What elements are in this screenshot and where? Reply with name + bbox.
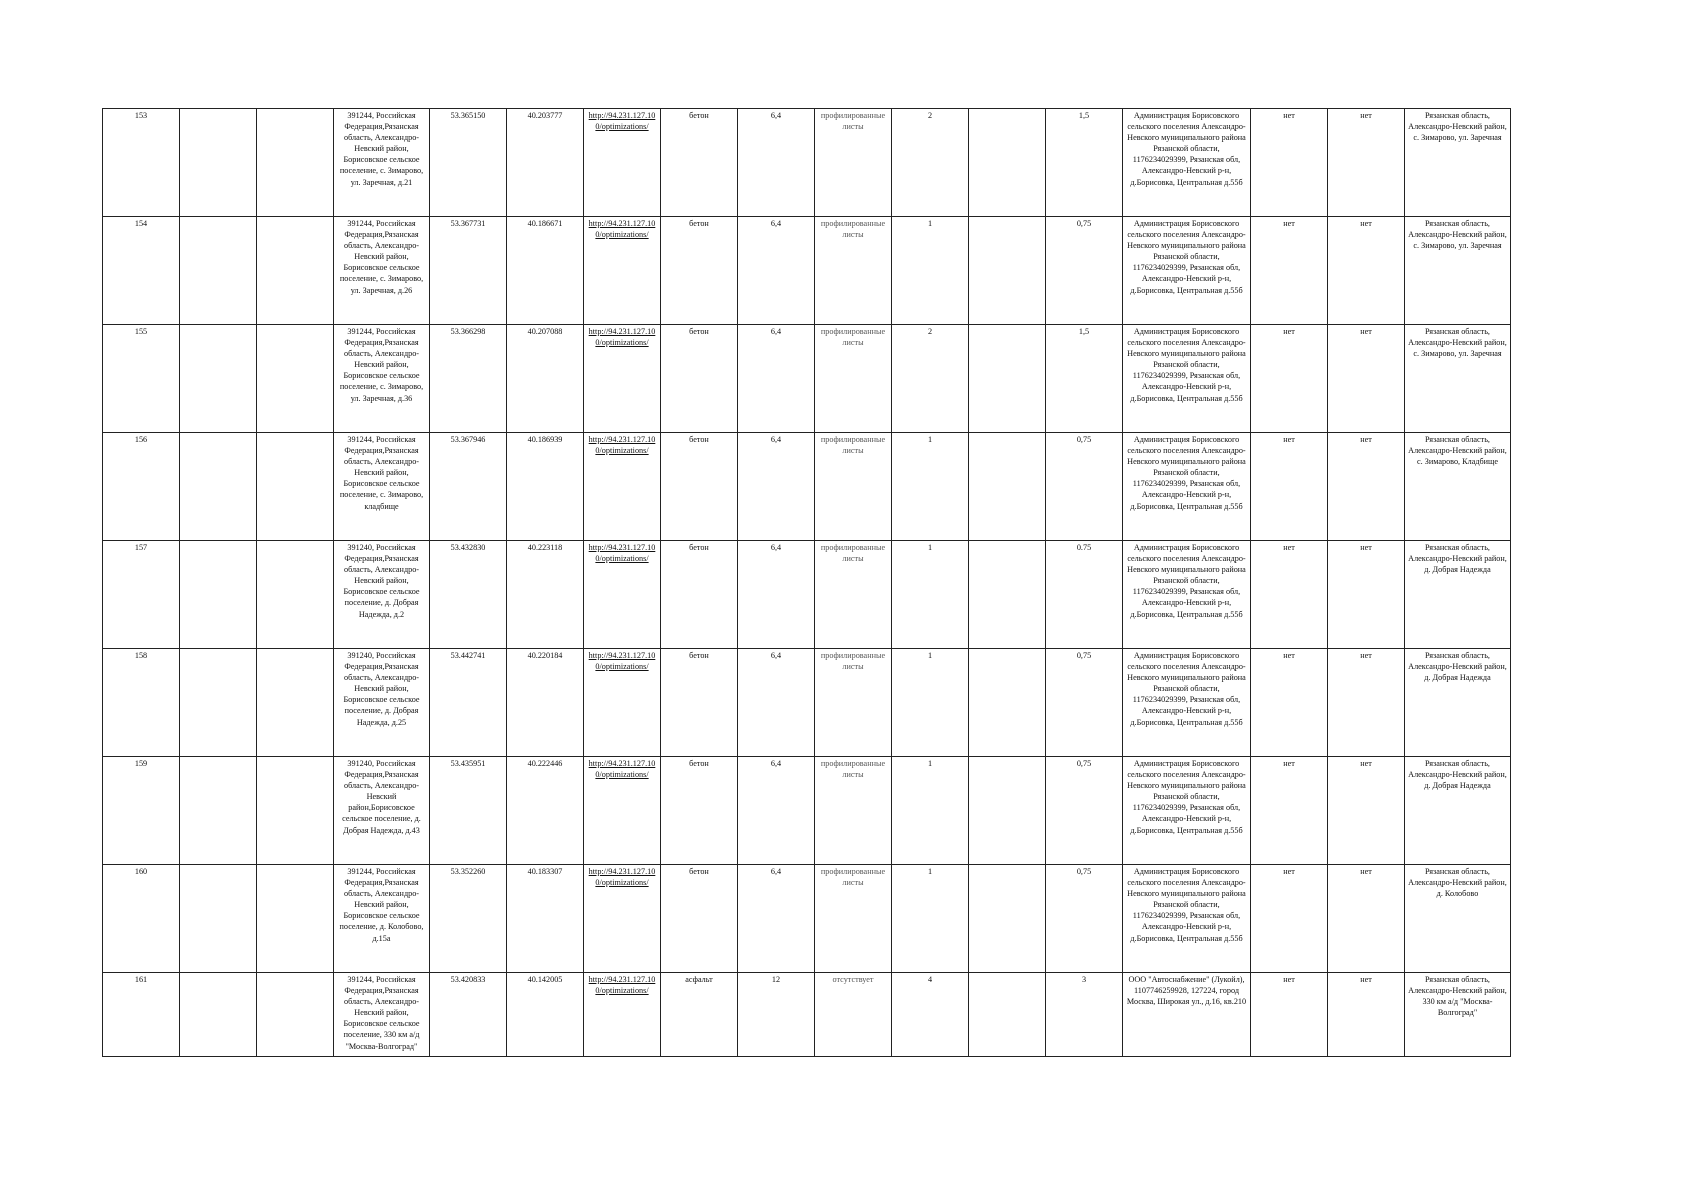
fence-cell: [815, 433, 892, 541]
flag-text: нет: [1360, 975, 1372, 984]
empty-cell: [969, 757, 1046, 865]
row-number-text: 153: [134, 111, 148, 120]
link-cell: [584, 109, 661, 217]
optimizations-link[interactable]: http://94.231.127.10 0/optimizations/: [588, 759, 656, 780]
row-number-cell: [103, 217, 180, 325]
latitude-text: 53.367946: [450, 435, 486, 444]
latitude-text: 53.367731: [450, 219, 486, 228]
surface-cell: [661, 649, 738, 757]
flag-cell: [1251, 109, 1328, 217]
fence-cell: [815, 649, 892, 757]
surface-cell: [661, 757, 738, 865]
flag-text: нет: [1360, 651, 1372, 660]
table-row: [103, 973, 1511, 1057]
flag-cell: [1328, 433, 1405, 541]
location-text: Рязанская область, Александро-Невский район, д. Колобово: [1408, 867, 1507, 899]
flag-cell: [1251, 865, 1328, 973]
container-count-text: 1: [927, 651, 933, 660]
area-text: 12: [771, 975, 781, 984]
row-number-cell: [103, 865, 180, 973]
address-cell: [334, 649, 430, 757]
fence-text: профилированные листы: [820, 759, 886, 780]
flag-cell: [1328, 865, 1405, 973]
location-cell: [1405, 865, 1511, 973]
row-number-cell: [103, 109, 180, 217]
longitude-text: 40.142005: [527, 975, 563, 984]
document-page: [102, 108, 1511, 1057]
empty-cell: [180, 649, 257, 757]
area-text: 6,4: [770, 111, 782, 120]
surface-text: бетон: [689, 435, 709, 444]
address-text: 391244, Российская Федерация,Рязанская область, Александро-Невский район, Борисовское сельское поселение, д. Колобово, д.15а: [339, 867, 424, 943]
row-number-cell: [103, 541, 180, 649]
empty-cell: [257, 757, 334, 865]
latitude-cell: [430, 541, 507, 649]
address-cell: [334, 433, 430, 541]
row-number-text: 156: [134, 435, 148, 444]
area-text: 6,4: [770, 543, 782, 552]
table-row: [103, 433, 1511, 541]
fence-cell: [815, 757, 892, 865]
flag-cell: [1251, 325, 1328, 433]
owner-text: ООО "Автоснабжение" (Лукойл), 1107746259928, 127224, город Москва, Широкая ул., д.16, кв.210: [1126, 975, 1247, 1007]
area-text: 6,4: [770, 219, 782, 228]
volume-cell: [1046, 649, 1123, 757]
flag-text: нет: [1283, 435, 1295, 444]
surface-text: бетон: [689, 327, 709, 336]
area-cell: [738, 973, 815, 1057]
row-number-text: 158: [134, 651, 148, 660]
fence-cell: [815, 217, 892, 325]
fence-text: профилированные листы: [820, 435, 886, 456]
row-number-cell: [103, 757, 180, 865]
empty-cell: [257, 649, 334, 757]
flag-text: нет: [1283, 111, 1295, 120]
link-cell: [584, 757, 661, 865]
location-cell: [1405, 757, 1511, 865]
table-row: [103, 541, 1511, 649]
latitude-text: 53.435951: [450, 759, 486, 768]
flag-text: нет: [1360, 219, 1372, 228]
volume-cell: [1046, 973, 1123, 1057]
empty-cell: [180, 433, 257, 541]
optimizations-link[interactable]: http://94.231.127.10 0/optimizations/: [588, 651, 656, 672]
location-cell: [1405, 541, 1511, 649]
location-cell: [1405, 217, 1511, 325]
address-text: 391244, Российская Федерация,Рязанская область, Александро-Невский район, Борисовское сельское поселение, с. Зимарово, ул. Заречная, д.21: [339, 111, 424, 187]
volume-cell: [1046, 217, 1123, 325]
location-text: Рязанская область, Александро-Невский район, 330 км а/д "Москва-Волгоград": [1408, 975, 1507, 1018]
fence-text: отсутствует: [832, 975, 874, 984]
owner-cell: [1123, 649, 1251, 757]
row-number-cell: [103, 649, 180, 757]
fence-text: профилированные листы: [820, 111, 886, 132]
longitude-text: 40.207088: [527, 327, 563, 336]
address-text: 391240, Российская Федерация,Рязанская область, Александро-Невский район,Борисовское сельское поселение, д. Добрая Надежда, д.43: [342, 759, 421, 835]
flag-cell: [1328, 973, 1405, 1057]
flag-text: нет: [1283, 867, 1295, 876]
surface-text: бетон: [689, 543, 709, 552]
row-number-text: 161: [134, 975, 148, 984]
area-text: 6,4: [770, 759, 782, 768]
empty-cell: [180, 541, 257, 649]
address-text: 391244, Российская Федерация,Рязанская область, Александро-Невский район, Борисовское сельское поселение, с. Зимарово, ул. Заречная, д.26: [339, 219, 424, 295]
flag-text: нет: [1283, 219, 1295, 228]
table-body: [103, 109, 1511, 1057]
latitude-cell: [430, 109, 507, 217]
longitude-text: 40.220184: [527, 651, 563, 660]
empty-cell: [969, 325, 1046, 433]
link-cell: [584, 217, 661, 325]
longitude-text: 40.223118: [527, 543, 563, 552]
row-number-text: 154: [134, 219, 148, 228]
surface-text: бетон: [689, 759, 709, 768]
surface-cell: [661, 973, 738, 1057]
optimizations-link[interactable]: http://94.231.127.10 0/optimizations/: [588, 327, 656, 348]
volume-text: 0,75: [1076, 867, 1092, 876]
owner-cell: [1123, 217, 1251, 325]
owner-text: Администрация Борисовского сельского поселения Александро-Невского муниципального района Рязанской области, 1176234029399, Рязанская обл, Александро-Невский р-н, д.Борисовка, Центральная д.55б: [1127, 543, 1246, 619]
address-text: 391244, Российская Федерация,Рязанская область, Александро-Невский район, Борисовское сельское поселение, с. Зимарово, ул. Заречная, д.36: [339, 327, 424, 403]
flag-text: нет: [1360, 759, 1372, 768]
row-number-cell: [103, 973, 180, 1057]
surface-text: бетон: [689, 651, 709, 660]
flag-text: нет: [1283, 759, 1295, 768]
fence-cell: [815, 973, 892, 1057]
empty-cell: [257, 973, 334, 1057]
link-cell: [584, 865, 661, 973]
empty-cell: [180, 325, 257, 433]
latitude-text: 53.442741: [450, 651, 486, 660]
latitude-cell: [430, 325, 507, 433]
address-text: 391240, Российская Федерация,Рязанская область, Александро-Невский район, Борисовское сельское поселение, д. Добрая Надежда, д.2: [343, 543, 420, 619]
flag-cell: [1328, 757, 1405, 865]
location-text: Рязанская область, Александро-Невский район, с. Зимарово, Кладбище: [1408, 435, 1507, 467]
flag-cell: [1251, 541, 1328, 649]
table-row: [103, 649, 1511, 757]
surface-text: бетон: [689, 219, 709, 228]
empty-cell: [969, 217, 1046, 325]
address-cell: [334, 865, 430, 973]
fence-text: профилированные листы: [820, 543, 886, 564]
owner-text: Администрация Борисовского сельского поселения Александро-Невского муниципального района Рязанской области, 1176234029399, Рязанская обл, Александро-Невский р-н, д.Борисовка, Центральная д.55б: [1127, 111, 1246, 187]
longitude-text: 40.203777: [527, 111, 563, 120]
longitude-cell: [507, 217, 584, 325]
fence-text: профилированные листы: [820, 867, 886, 888]
owner-cell: [1123, 757, 1251, 865]
address-text: 391240, Российская Федерация,Рязанская область, Александро-Невский район, Борисовское сельское поселение, д. Добрая Надежда, д.25: [343, 651, 420, 727]
container-count-text: 1: [927, 543, 933, 552]
flag-text: нет: [1360, 867, 1372, 876]
empty-cell: [257, 109, 334, 217]
area-cell: [738, 109, 815, 217]
flag-text: нет: [1360, 327, 1372, 336]
empty-cell: [969, 865, 1046, 973]
location-text: Рязанская область, Александро-Невский район, с. Зимарово, ул. Заречная: [1408, 111, 1507, 143]
surface-cell: [661, 217, 738, 325]
empty-cell: [969, 541, 1046, 649]
address-cell: [334, 757, 430, 865]
flag-cell: [1251, 217, 1328, 325]
row-number-cell: [103, 433, 180, 541]
row-number-text: 159: [134, 759, 148, 768]
owner-cell: [1123, 541, 1251, 649]
link-cell: [584, 325, 661, 433]
latitude-cell: [430, 433, 507, 541]
owner-text: Администрация Борисовского сельского поселения Александро-Невского муниципального района Рязанской области, 1176234029399, Рязанская обл, Александро-Невский р-н, д.Борисовка, Центральная д.55б: [1127, 327, 1246, 403]
container-count-cell: [892, 973, 969, 1057]
optimizations-link[interactable]: http://94.231.127.10 0/optimizations/: [588, 543, 656, 564]
volume-cell: [1046, 433, 1123, 541]
empty-cell: [969, 433, 1046, 541]
area-cell: [738, 217, 815, 325]
container-count-cell: [892, 325, 969, 433]
volume-text: 0.75: [1076, 543, 1092, 552]
latitude-text: 53.432830: [450, 543, 486, 552]
latitude-text: 53.352260: [450, 867, 486, 876]
sites-table: [102, 108, 1511, 1057]
flag-text: нет: [1283, 327, 1295, 336]
longitude-cell: [507, 757, 584, 865]
empty-cell: [180, 865, 257, 973]
container-count-text: 1: [927, 219, 933, 228]
container-count-cell: [892, 217, 969, 325]
row-number-text: 160: [134, 867, 148, 876]
flag-cell: [1328, 325, 1405, 433]
empty-cell: [257, 433, 334, 541]
address-cell: [334, 973, 430, 1057]
table-row: [103, 217, 1511, 325]
empty-cell: [257, 325, 334, 433]
flag-text: нет: [1283, 975, 1295, 984]
location-text: Рязанская область, Александро-Невский район, с. Зимарово, ул. Заречная: [1408, 327, 1507, 359]
area-cell: [738, 649, 815, 757]
optimizations-link[interactable]: http://94.231.127.10 0/optimizations/: [588, 867, 656, 888]
address-cell: [334, 325, 430, 433]
volume-text: 0,75: [1076, 219, 1092, 228]
flag-cell: [1251, 973, 1328, 1057]
location-cell: [1405, 433, 1511, 541]
surface-cell: [661, 865, 738, 973]
longitude-cell: [507, 109, 584, 217]
surface-cell: [661, 541, 738, 649]
volume-cell: [1046, 325, 1123, 433]
volume-text: 0,75: [1076, 651, 1092, 660]
owner-text: Администрация Борисовского сельского поселения Александро-Невского муниципального района Рязанской области, 1176234029399, Рязанская обл, Александро-Невский р-н, д.Борисовка, Центральная д.55б: [1127, 867, 1246, 943]
container-count-cell: [892, 649, 969, 757]
flag-text: нет: [1360, 111, 1372, 120]
surface-cell: [661, 433, 738, 541]
container-count-text: 1: [927, 867, 933, 876]
area-text: 6,4: [770, 867, 782, 876]
address-text: 391244, Российская Федерация,Рязанская область, Александро-Невский район, Борисовское сельское поселение, с. Зимарово, кладбище: [339, 435, 424, 511]
owner-cell: [1123, 865, 1251, 973]
owner-text: Администрация Борисовского сельского поселения Александро-Невского муниципального района Рязанской области, 1176234029399, Рязанская обл, Александро-Невский р-н, д.Борисовка, Центральная д.55б: [1127, 651, 1246, 727]
volume-text: 0,75: [1076, 759, 1092, 768]
latitude-cell: [430, 757, 507, 865]
optimizations-link[interactable]: http://94.231.127.10 0/optimizations/: [588, 111, 656, 132]
fence-cell: [815, 109, 892, 217]
longitude-text: 40.186939: [527, 435, 563, 444]
fence-text: профилированные листы: [820, 327, 886, 348]
flag-cell: [1328, 649, 1405, 757]
fence-cell: [815, 541, 892, 649]
optimizations-link[interactable]: http://94.231.127.10 0/optimizations/: [588, 435, 656, 456]
longitude-text: 40.183307: [527, 867, 563, 876]
surface-text: бетон: [689, 867, 709, 876]
volume-text: 0,75: [1076, 435, 1092, 444]
table-row: [103, 325, 1511, 433]
row-number-text: 157: [134, 543, 148, 552]
container-count-cell: [892, 109, 969, 217]
flag-cell: [1328, 217, 1405, 325]
container-count-cell: [892, 541, 969, 649]
flag-cell: [1328, 109, 1405, 217]
empty-cell: [969, 109, 1046, 217]
flag-text: нет: [1283, 543, 1295, 552]
longitude-cell: [507, 541, 584, 649]
owner-text: Администрация Борисовского сельского поселения Александро-Невского муниципального района Рязанской области, 1176234029399, Рязанская обл, Александро-Невский р-н, д.Борисовка, Центральная д.55б: [1127, 759, 1246, 835]
table-row: [103, 109, 1511, 217]
empty-cell: [257, 217, 334, 325]
owner-cell: [1123, 433, 1251, 541]
volume-text: 3: [1081, 975, 1087, 984]
owner-text: Администрация Борисовского сельского поселения Александро-Невского муниципального района Рязанской области, 1176234029399, Рязанская обл, Александро-Невский р-н, д.Борисовка, Центральная д.55б: [1127, 435, 1246, 511]
longitude-cell: [507, 433, 584, 541]
location-text: Рязанская область, Александро-Невский район, с. Зимарово, ул. Заречная: [1408, 219, 1507, 251]
location-cell: [1405, 649, 1511, 757]
owner-cell: [1123, 973, 1251, 1057]
volume-text: 1,5: [1078, 327, 1090, 336]
owner-cell: [1123, 325, 1251, 433]
surface-text: асфальт: [685, 975, 713, 984]
volume-cell: [1046, 109, 1123, 217]
optimizations-link[interactable]: http://94.231.127.10 0/optimizations/: [588, 975, 656, 996]
area-cell: [738, 433, 815, 541]
latitude-cell: [430, 217, 507, 325]
flag-text: нет: [1283, 651, 1295, 660]
address-cell: [334, 217, 430, 325]
flag-cell: [1251, 757, 1328, 865]
area-cell: [738, 541, 815, 649]
longitude-cell: [507, 649, 584, 757]
fence-text: профилированные листы: [820, 219, 886, 240]
table-row: [103, 757, 1511, 865]
surface-cell: [661, 325, 738, 433]
container-count-text: 1: [927, 435, 933, 444]
location-text: Рязанская область, Александро-Невский район, д. Добрая Надежда: [1408, 651, 1507, 683]
container-count-text: 2: [927, 111, 933, 120]
latitude-cell: [430, 973, 507, 1057]
volume-cell: [1046, 541, 1123, 649]
container-count-text: 4: [927, 975, 933, 984]
fence-text: профилированные листы: [820, 651, 886, 672]
address-cell: [334, 541, 430, 649]
longitude-cell: [507, 973, 584, 1057]
flag-cell: [1328, 541, 1405, 649]
area-cell: [738, 757, 815, 865]
empty-cell: [257, 541, 334, 649]
location-cell: [1405, 109, 1511, 217]
link-cell: [584, 433, 661, 541]
container-count-cell: [892, 433, 969, 541]
latitude-cell: [430, 865, 507, 973]
empty-cell: [180, 757, 257, 865]
optimizations-link[interactable]: http://94.231.127.10 0/optimizations/: [588, 219, 656, 240]
link-cell: [584, 973, 661, 1057]
location-cell: [1405, 973, 1511, 1057]
fence-cell: [815, 865, 892, 973]
row-number-text: 155: [134, 327, 148, 336]
address-text: 391244, Российская Федерация,Рязанская область, Александро-Невский район, Борисовское сельское поселение, 330 км а/д "Москва-Волгоград": [343, 975, 420, 1051]
longitude-text: 40.186671: [527, 219, 563, 228]
area-text: 6,4: [770, 651, 782, 660]
flag-cell: [1251, 649, 1328, 757]
surface-text: бетон: [689, 111, 709, 120]
fence-cell: [815, 325, 892, 433]
table-row: [103, 865, 1511, 973]
location-text: Рязанская область, Александро-Невский район, д. Добрая Надежда: [1408, 543, 1507, 575]
latitude-cell: [430, 649, 507, 757]
row-number-cell: [103, 325, 180, 433]
container-count-text: 1: [927, 759, 933, 768]
container-count-cell: [892, 865, 969, 973]
volume-cell: [1046, 865, 1123, 973]
container-count-cell: [892, 757, 969, 865]
area-text: 6,4: [770, 435, 782, 444]
empty-cell: [180, 973, 257, 1057]
area-cell: [738, 325, 815, 433]
link-cell: [584, 649, 661, 757]
latitude-text: 53.365150: [450, 111, 486, 120]
latitude-text: 53.366298: [450, 327, 486, 336]
flag-text: нет: [1360, 435, 1372, 444]
longitude-text: 40.222446: [527, 759, 563, 768]
longitude-cell: [507, 865, 584, 973]
area-cell: [738, 865, 815, 973]
address-cell: [334, 109, 430, 217]
volume-cell: [1046, 757, 1123, 865]
link-cell: [584, 541, 661, 649]
latitude-text: 53.420833: [450, 975, 486, 984]
flag-cell: [1251, 433, 1328, 541]
empty-cell: [180, 109, 257, 217]
surface-cell: [661, 109, 738, 217]
location-text: Рязанская область, Александро-Невский район, д. Добрая Надежда: [1408, 759, 1507, 791]
empty-cell: [180, 217, 257, 325]
empty-cell: [257, 865, 334, 973]
empty-cell: [969, 973, 1046, 1057]
area-text: 6,4: [770, 327, 782, 336]
container-count-text: 2: [927, 327, 933, 336]
volume-text: 1,5: [1078, 111, 1090, 120]
longitude-cell: [507, 325, 584, 433]
location-cell: [1405, 325, 1511, 433]
owner-text: Администрация Борисовского сельского поселения Александро-Невского муниципального района Рязанской области, 1176234029399, Рязанская обл, Александро-Невский р-н, д.Борисовка, Центральная д.55б: [1127, 219, 1246, 295]
flag-text: нет: [1360, 543, 1372, 552]
owner-cell: [1123, 109, 1251, 217]
empty-cell: [969, 649, 1046, 757]
